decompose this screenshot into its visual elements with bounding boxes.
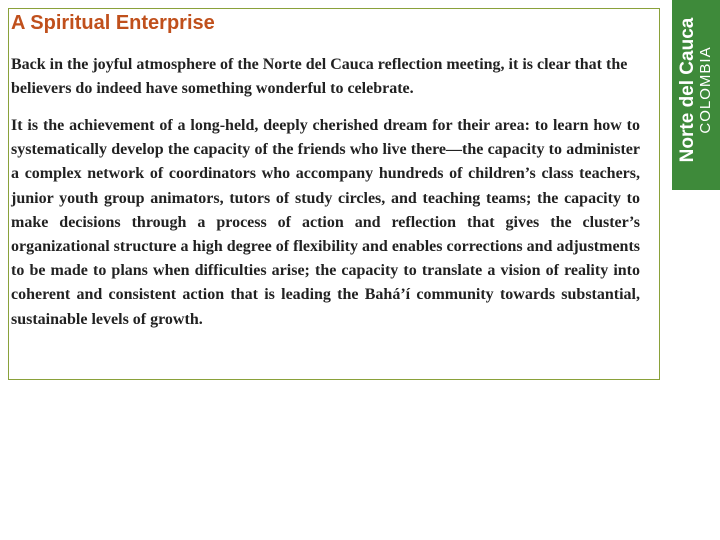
location-banner-subtitle: COLOMBIA <box>697 46 714 134</box>
intro-paragraph: Back in the joyful atmosphere of the Norte del Cauca reflection meeting, it is clear that the believers do indeed have something wonderful to celebrate. <box>11 56 628 97</box>
location-banner-title: Norte del Cauca <box>677 17 698 163</box>
location-banner <box>672 0 720 190</box>
slide-title: A Spiritual Enterprise <box>11 12 215 34</box>
body-paragraph: It is the achievement of a long-held, deeply cherished dream for their area: to learn how to systematically develop the capacity of the friends who live there—the capacity to administer a complex network of coordinators who accompany hundreds of children’s class teachers, junior youth group animators, tutors of study circles, and teaching teams; the capacity to make decisions through a process of action and reflection that gives the cluster’s organizational structure a high degree of flexibility and enables corrections and adjustments to be made to plans when difficulties arise; the capacity to translate a vision of reality into coherent and consistent action that is leading the Bahá’í community towards substantial, sustainable levels of growth. <box>11 117 640 328</box>
location-banner-text <box>678 18 714 163</box>
